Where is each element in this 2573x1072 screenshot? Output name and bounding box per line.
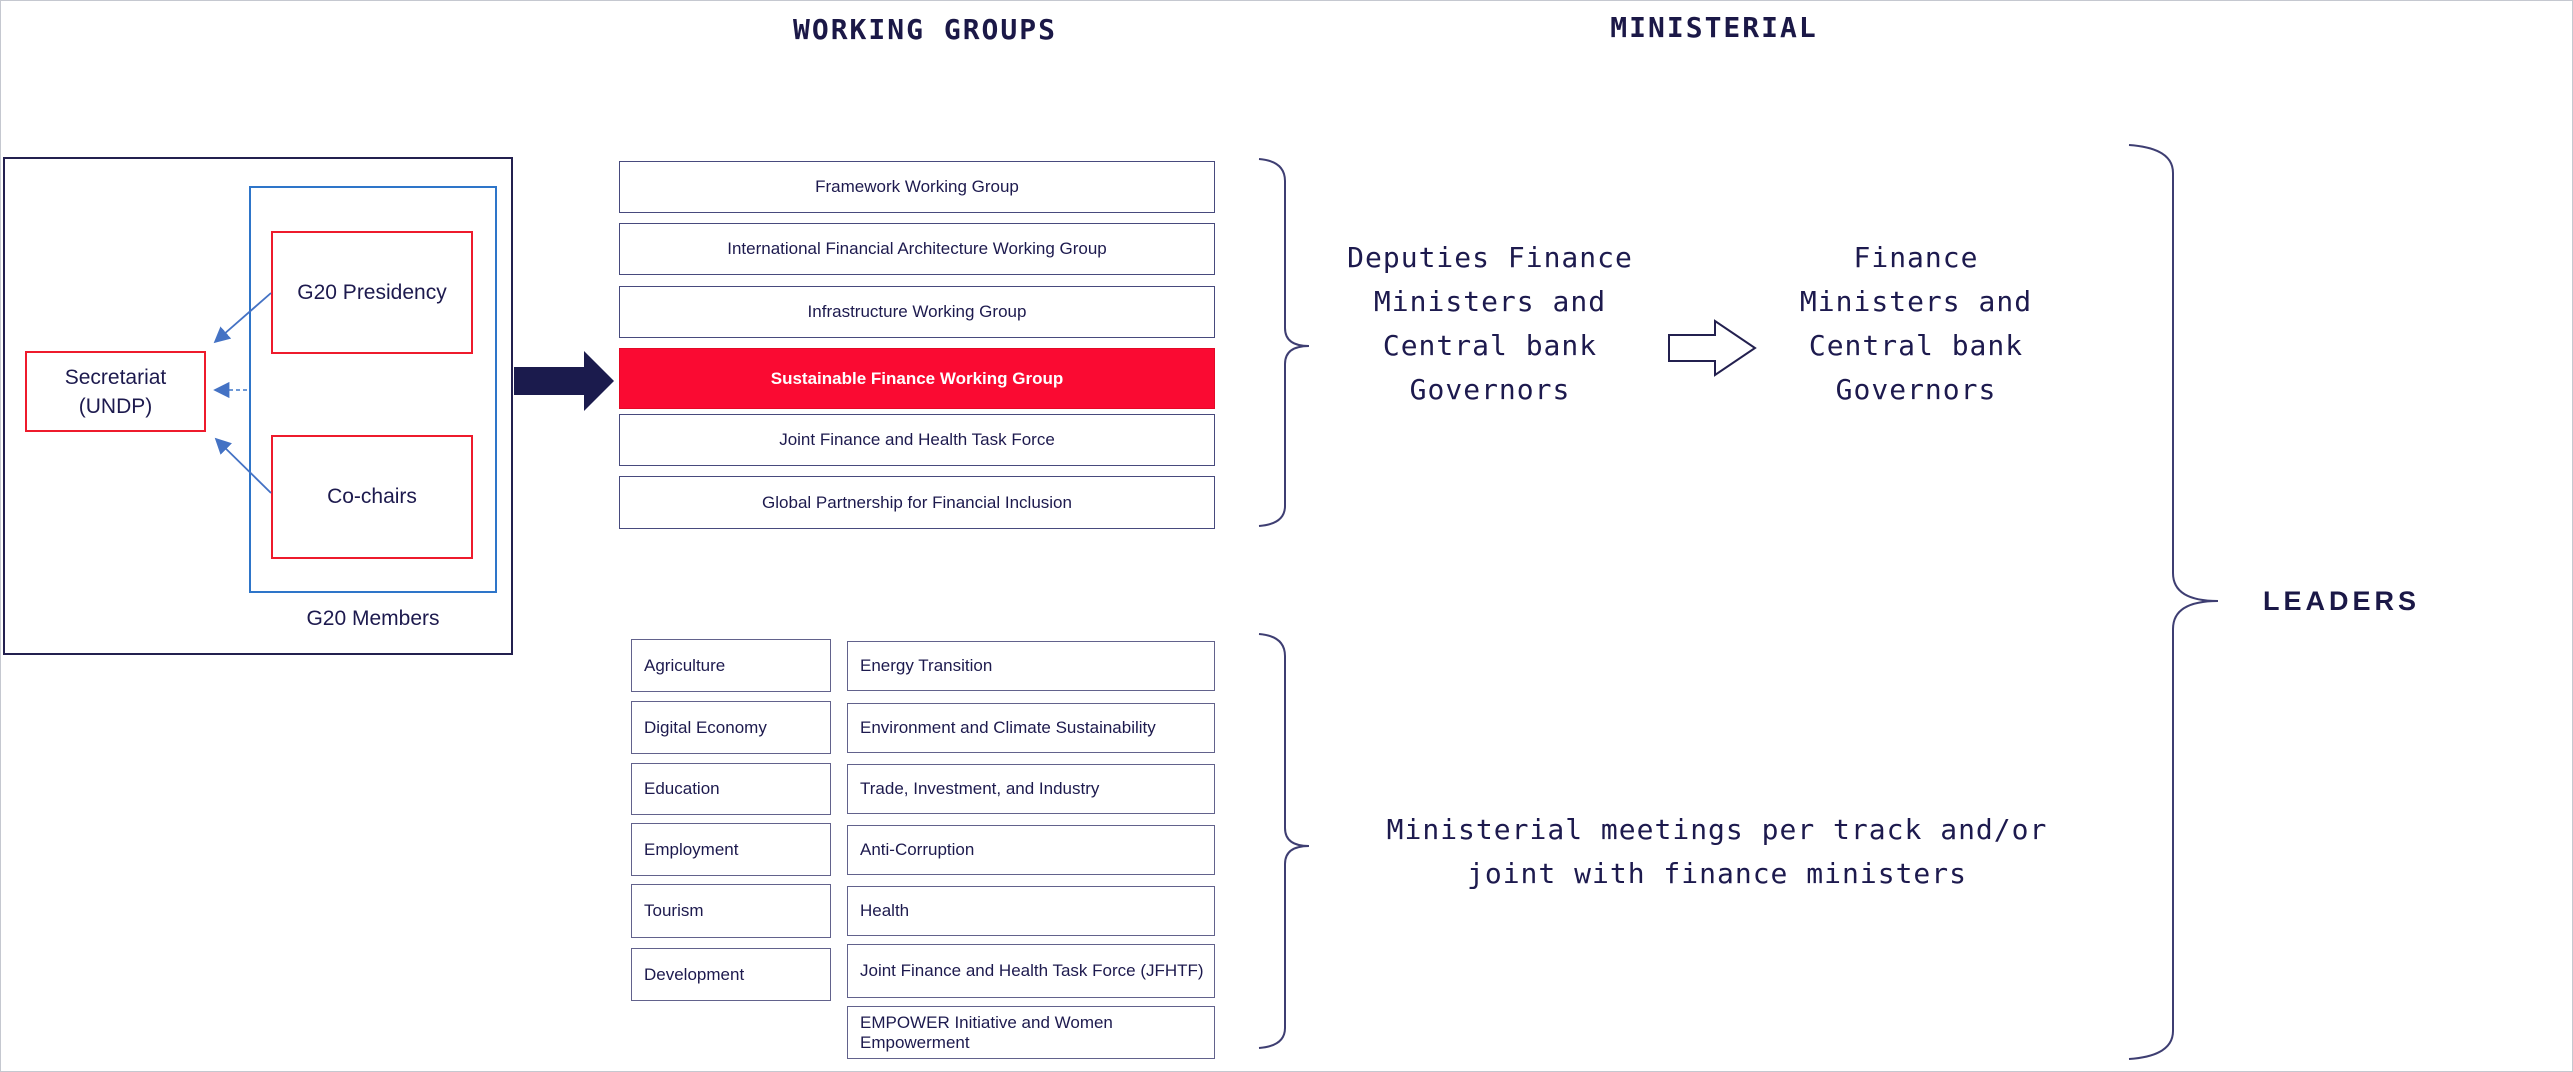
track-label: Environment and Climate Sustainability	[860, 718, 1156, 737]
co-chairs-box	[271, 435, 473, 559]
leaders-label: LEADERS	[2263, 586, 2421, 616]
finance-line: Finance	[1853, 241, 1979, 274]
working-group-row	[619, 286, 1215, 338]
track-label: EMPOWER Initiative and Women Empowerment	[860, 1012, 1113, 1052]
meetings-line: Ministerial meetings per track and/or	[1386, 813, 2048, 846]
working-groups-header: WORKING GROUPS	[792, 13, 1057, 46]
co-chairs-label: Co-chairs	[327, 485, 417, 508]
track-label: Development	[644, 964, 745, 984]
working-group-label: Framework Working Group	[815, 177, 1019, 196]
sherpa-track-brace	[1259, 634, 1309, 1048]
g20-presidency-box	[271, 231, 473, 354]
track-label: Agriculture	[644, 655, 726, 675]
working-group-label: Infrastructure Working Group	[807, 302, 1027, 321]
working-group-row	[619, 414, 1215, 466]
deputies-line: Central bank	[1382, 329, 1598, 362]
working-group-label: Global Partnership for Financial Inclusion	[762, 492, 1072, 512]
track-row	[631, 639, 831, 692]
track-row	[631, 884, 831, 938]
g20-members-label: G20 Members	[306, 607, 440, 630]
track-label: Joint Finance and Health Task Force (JFHTF)	[860, 961, 1204, 980]
finance-ministers-text	[1716, 236, 2116, 412]
track-row	[847, 1006, 1215, 1059]
track-label: Health	[860, 901, 910, 920]
secretariat-label-line1: Secretariat	[64, 365, 167, 389]
track-label: Energy Transition	[860, 656, 993, 675]
g20-presidency-label: G20 Presidency	[297, 280, 447, 304]
track-label: Anti-Corruption	[860, 840, 975, 859]
track-row	[847, 703, 1215, 753]
track-row	[847, 825, 1215, 875]
deputies-line: Deputies Finance	[1347, 241, 1633, 274]
track-label: Employment	[644, 839, 739, 859]
working-group-row	[619, 161, 1215, 213]
finance-line: Central bank	[1808, 329, 2024, 362]
track-row	[847, 886, 1215, 936]
track-row	[631, 823, 831, 876]
ministerial-header: MINISTERIAL	[1610, 11, 1818, 44]
ministerial-meetings-text	[1367, 808, 2067, 896]
secretariat-box	[25, 351, 206, 432]
track-row	[631, 763, 831, 815]
working-group-label: Joint Finance and Health Task Force	[779, 430, 1055, 449]
secretariat-label-line2: (UNDP)	[78, 394, 153, 418]
track-label: Education	[644, 779, 720, 798]
meetings-line: joint with finance ministers	[1466, 857, 1967, 890]
working-group-row	[619, 476, 1215, 529]
track-label: Digital Economy	[644, 717, 767, 737]
track-row	[847, 944, 1215, 998]
track-row	[631, 701, 831, 754]
track-label: Tourism	[644, 901, 704, 920]
working-group-row	[619, 223, 1215, 275]
track-row	[847, 641, 1215, 691]
working-group-label: Sustainable Finance Working Group	[770, 368, 1064, 388]
finance-line: Ministers and	[1799, 285, 2033, 318]
deputies-line: Ministers and	[1373, 285, 1607, 318]
working-group-row-highlighted	[619, 348, 1215, 409]
deputies-text	[1290, 236, 1690, 412]
track-row	[847, 764, 1215, 814]
working-group-label: International Financial Architecture Working Group	[727, 239, 1107, 258]
leaders-brace	[2129, 145, 2218, 1059]
members-to-sfwg-thick-arrow	[514, 351, 614, 411]
finance-line: Governors	[1835, 373, 1997, 406]
track-label: Trade, Investment, and Industry	[860, 779, 1100, 798]
track-row	[631, 948, 831, 1001]
deputies-line: Governors	[1409, 373, 1571, 406]
